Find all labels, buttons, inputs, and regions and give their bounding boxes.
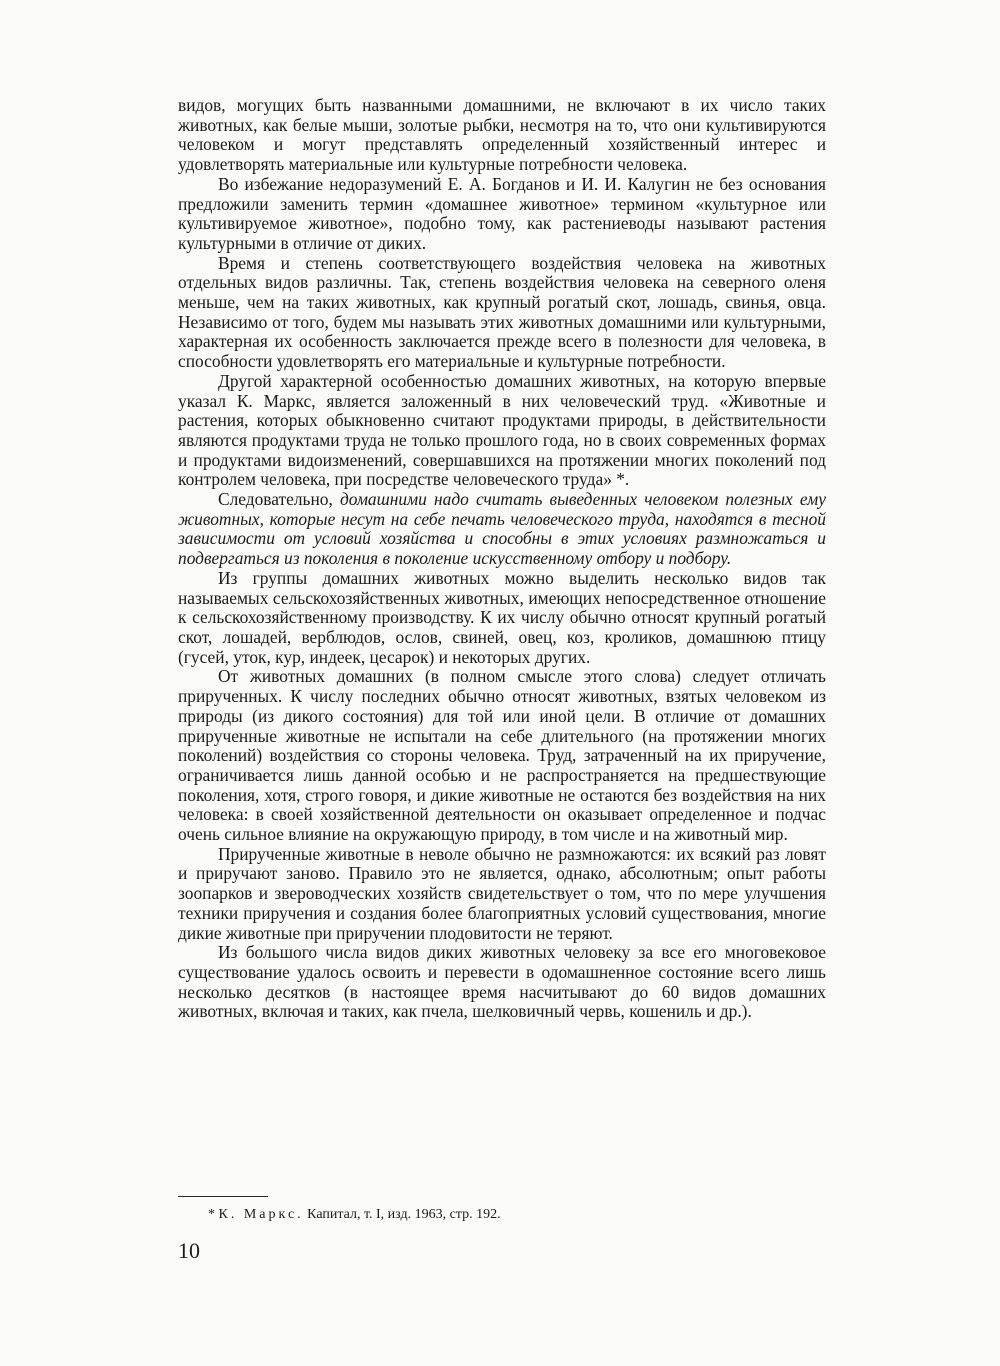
paragraph-marx-labor: Другой характерной особенностью домашних животных, на которую впервые указал К. Маркс, является заложенный в них человеческий труд. «Животные и растения, которых обыкновенно считают продуктами природы, в действительности являются продуктами труда не только прошлого года, но в своих современных формах и продуктами видоизменений, совершавшихся на протяжении многих поколений под контролем человека, при посредстве человеческого труда» *. bbox=[178, 370, 826, 490]
footnote-marker: * bbox=[208, 1207, 215, 1222]
paragraph-farm-animals: Из группы домашних животных можно выделить несколько видов так называемых сельскохозяйственных животных, имеющих непосредственное отношение к сельскохозяйственному производству. К их числу обычно относят крупный рогатый скот, лошадей, верблюдов, ослов, свиней, овец, коз, кроликов, домашнюю птицу (гусей, уток, кур, индеек, цесарок) и некоторых других. bbox=[178, 567, 826, 667]
page-number: 10 bbox=[178, 1238, 200, 1263]
paragraph-captivity: Прирученные животные в неволе обычно не размножаются: их всякий раз ловят и приручают заново. Правило это не является, однако, абсолютным; опыт работы зоопарков и звероводческих хозяйств свидетельствует о том, что по мере улучшения техники приручения и создания более благоприятных условий существования, многие дикие животные при приручении плодовитости не теряют. bbox=[178, 843, 826, 943]
definition-emphasis: домашними надо считать выведенных человеком полезных ему животных, которые несут на себе печать человеческого труда, находятся в тесной зависимости от условий хозяйства и способны в этих условиях размножаться и подвергаться из поколения в поколение искусственному отбору и подбору. bbox=[178, 489, 827, 569]
paragraph-time-degree: Время и степень соответствующего воздействия человека на животных отдельных видов различны. Так, степень воздействия человека на северного оленя меньше, чем на таких животных, как крупный рогатый скот, лошадь, свинья, овца. Независимо от того, будем мы называть этих животных домашними или культурными, характерная их особенность заключается прежде всего в полезности для человека, в способности удовлетворять его материальные и культурные потребности. bbox=[178, 252, 826, 372]
footnote-divider bbox=[178, 1196, 268, 1197]
paragraph-continued: видов, могущих быть названными домашними, не включают в их число таких животных, как белые мыши, золотые рыбки, несмотря на то, что они культивируются человеком и могут представлять определенный хозяйственный интерес и удовлетворять материальные или культурные потребности человека. bbox=[178, 95, 826, 175]
definition-lead: Следовательно, bbox=[218, 489, 340, 510]
paragraph-definition bbox=[178, 490, 826, 569]
footnote-author: К. Маркс. bbox=[218, 1207, 304, 1222]
paragraph-tamed-animals: От животных домашних (в полном смысле этого слова) следует отличать прирученных. К числу последних обычно относят животных, взятых человеком из природы (из дикого состояния) для той или иной цели. В отличие от домашних прирученные животные не испытали на себе длительного (на протяжении многих поколений) воздействия со стороны человека. Труд, затраченный на их приручение, ограничивается лишь данной особью и не распространяется на предшествующие поколения, хотя, строго говоря, и дикие животные не остаются без воздействия на них человека: в своей хозяйственной деятельности он оказывает определенное и подчас очень сильное влияние на окружающую природу, в том числе и на животный мир. bbox=[178, 666, 826, 845]
paragraph-domesticated-count: Из большого числа видов диких животных человеку за все его многовековое существование удалось освоить и перевести в одомашненное состояние всего лишь несколько десятков (в настоящее время насчитывают до 60 видов домашних животных, включая и таких, как пчела, шелковичный червь, кошениль и др.). bbox=[178, 942, 826, 1022]
footnote-source: Капитал, т. I, изд. 1963, стр. 192. bbox=[307, 1207, 501, 1222]
footnote bbox=[208, 1206, 808, 1224]
body-text bbox=[178, 96, 826, 1022]
paragraph-bogdanov-kalugin: Во избежание недоразумений Е. А. Богданов и И. И. Калугин не без основания предложили заменить термин «домашнее животное» термином «культурное или культивируемое животное», подобно тому, как растениеводы называют растения культурными в отличие от диких. bbox=[178, 173, 826, 253]
